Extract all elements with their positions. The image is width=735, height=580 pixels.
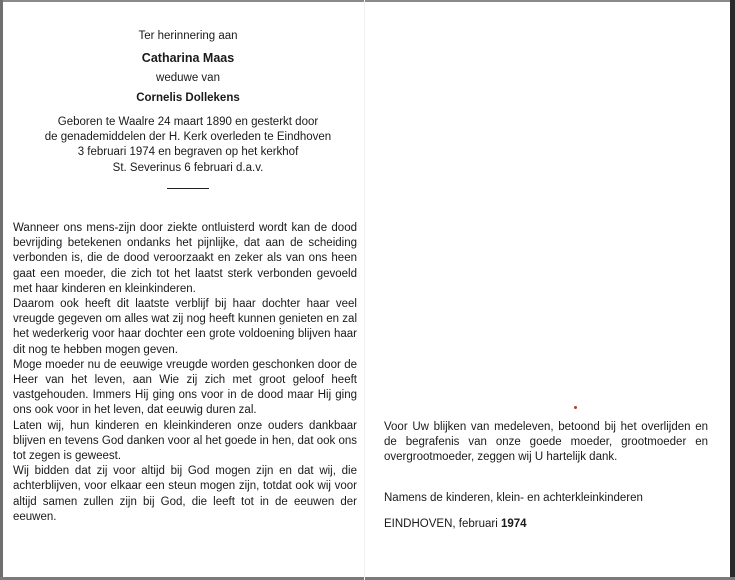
husband-name: Cornelis Dollekens — [136, 92, 240, 104]
memorial-text — [13, 221, 357, 525]
section-divider — [167, 188, 209, 189]
place-date-text: EINDHOVEN, februari — [384, 518, 498, 530]
card-fold — [364, 0, 365, 580]
card-edge-right — [730, 0, 735, 580]
life-details: Geboren te Waalre 24 maart 1890 en gesterkt door de genademiddelen der H. Kerk overleden te Eindhoven 3 februari 1974 en begraven op het kerkhof St. Severinus 6 februari d.a.v. — [44, 116, 332, 174]
memorial-paragraph: Laten wij, hun kinderen en kleinkinderen onze ouders dankbaar blijven en tevens God danken voor al het goede in hen, dat ook ons tot zegen is geweest. — [13, 419, 357, 463]
card-edge-left — [0, 0, 3, 580]
memorial-paragraph: Moge moeder nu de eeuwige vreugde worden geschonken door de Heer van het leven, aan Wie zij zich met groot geloof heeft vastgehouden. Immers Hij ging ons voor in de dood maar Hij ging ons ook voor in het leven, dat eeuwig duren zal. — [13, 358, 357, 417]
place-date — [384, 518, 527, 530]
ink-speck — [574, 406, 577, 409]
place-date-year: 1974 — [500, 518, 527, 530]
memorial-intro: Ter herinnering aan — [138, 30, 238, 42]
deceased-name: Catharina Maas — [141, 51, 235, 65]
memorial-paragraph: Wanneer ons mens-zijn door ziekte ontluisterd wordt kan de dood bevrijding betekenen ondanks het pijnlijke, dat aan de scheiding verbonden is, die de dood veroorzaakt en zeker als van ons heen gaat een moeder, die zich tot het laatst sterk verbonden gevoeld met haar kinderen en kleinkinderen. — [13, 222, 357, 295]
thanks-block — [384, 420, 708, 466]
thanks-signoff: Namens de kinderen, klein- en achterkleinkinderen — [384, 492, 643, 504]
thanks-text: Voor Uw blijken van medeleven, betoond bij het overlijden en de begrafenis van onze goede moeder, grootmoeder en overgrootmoeder, zeggen wij U hartelijk dank. — [384, 421, 708, 464]
memorial-paragraph: Daarom ook heeft dit laatste verblijf bij haar dochter haar veel vreugde gegeven om alles wat zij nog heeft kunnen genieten en zal het wederkerig voor haar dochter een grote voldoening blijven haar dit nog te hebben mogen geven. — [13, 298, 357, 356]
memorial-paragraph: Wij bidden dat zij voor altijd bij God mogen zijn en dat wij, die achterblijven, voor elkaar een steun mogen zijn, totdat ook wij voor altijd samen zullen zijn bij God, die leeft tot in de eeuwen der eeuwen. — [13, 465, 357, 523]
widow-of-label: weduwe van — [156, 72, 220, 84]
card-edge-top — [0, 0, 735, 2]
